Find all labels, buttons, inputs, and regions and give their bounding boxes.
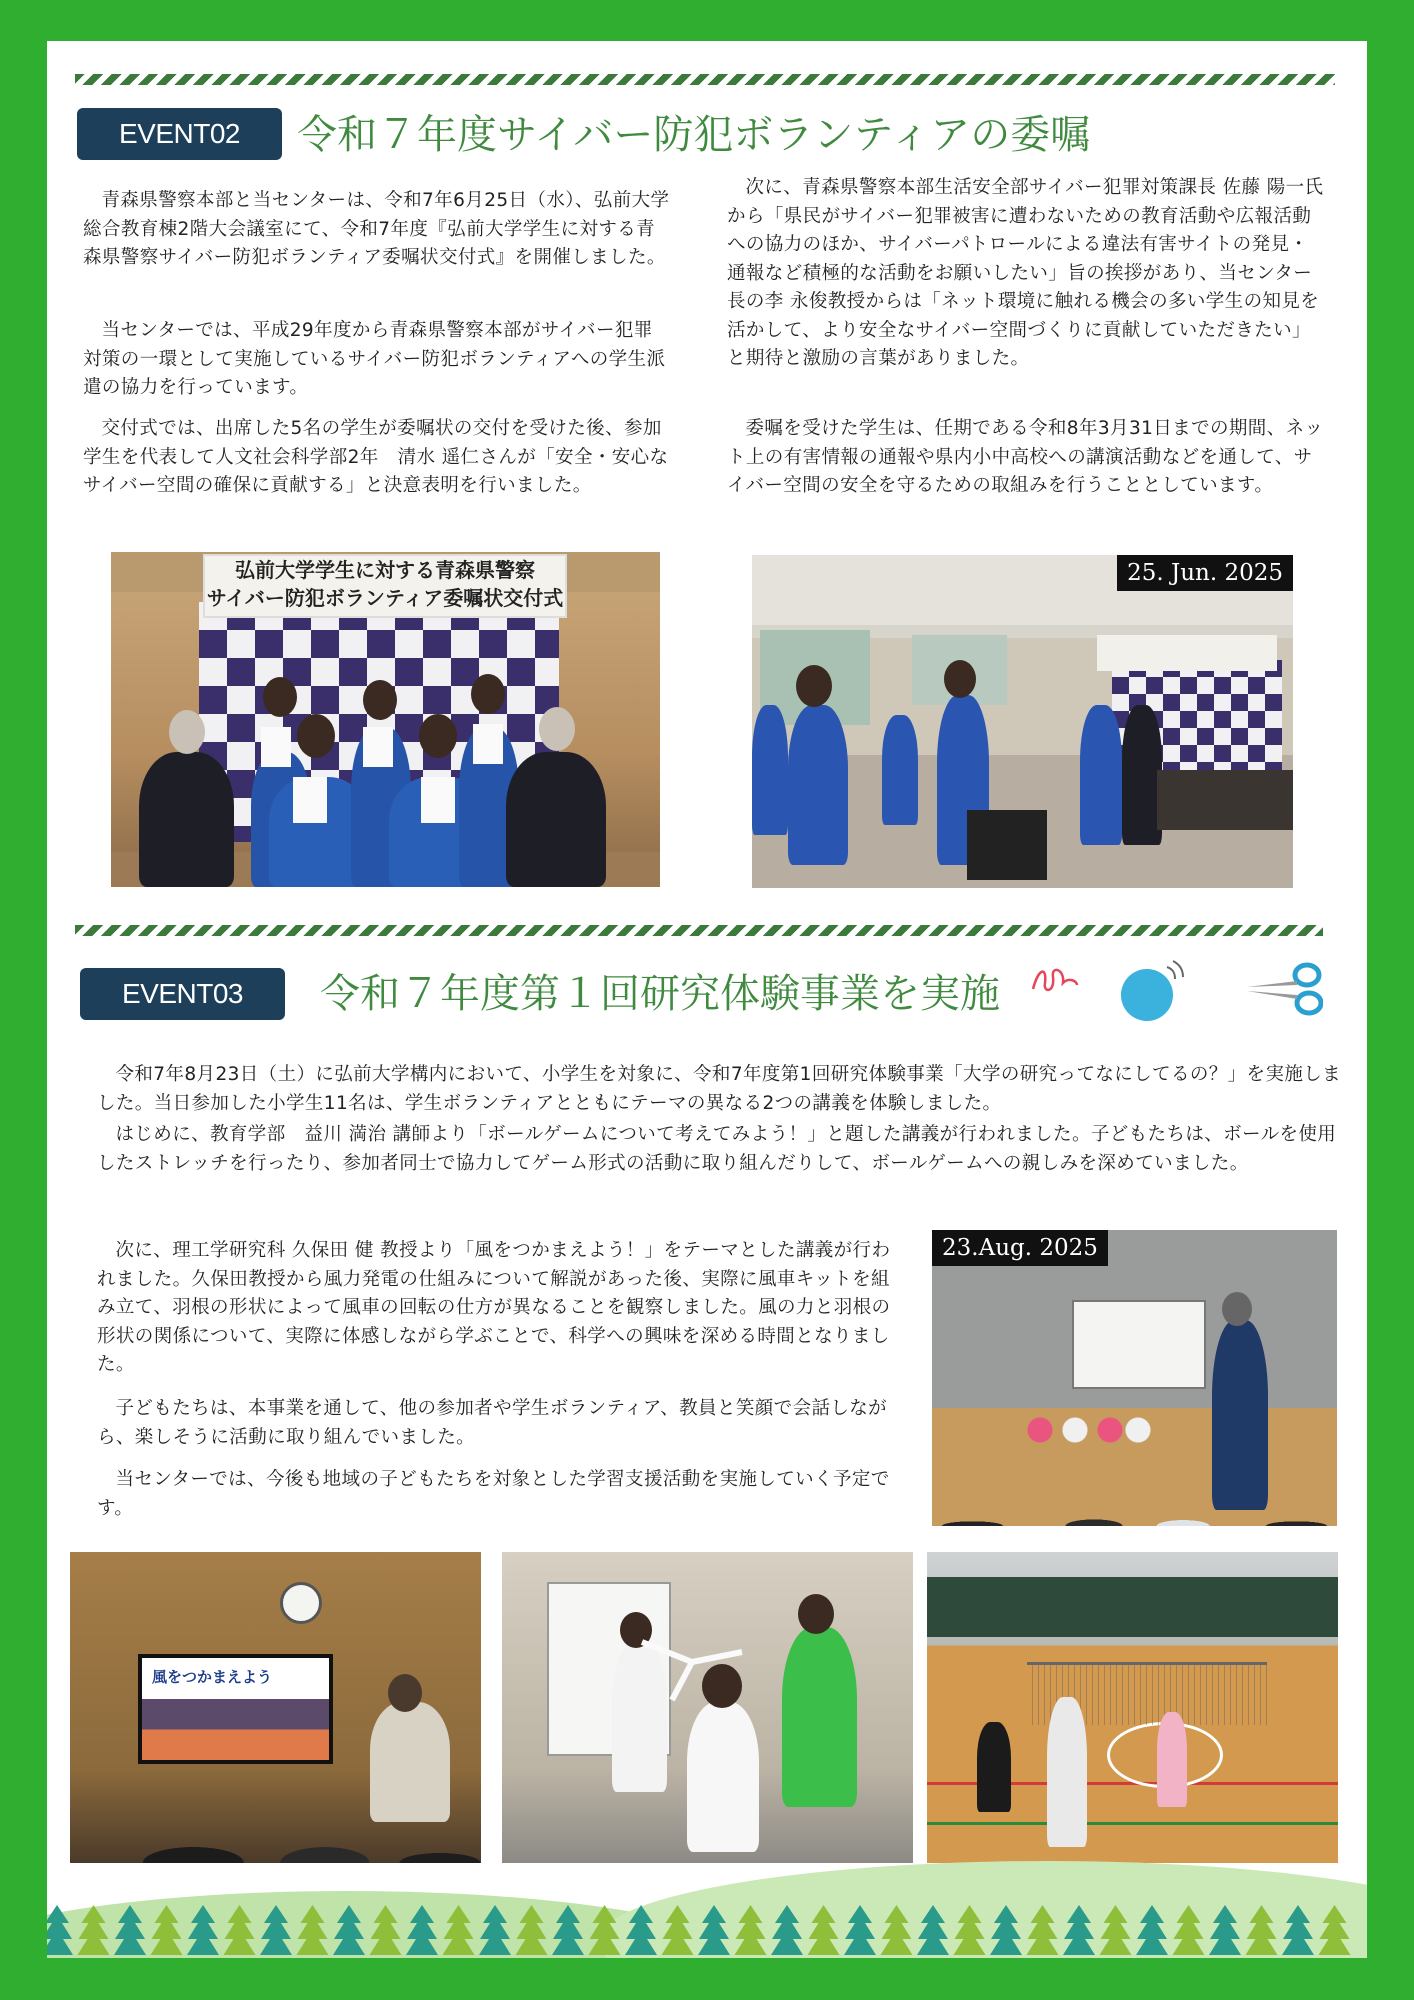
person-student [1080, 705, 1122, 845]
tree-icon [735, 1905, 767, 1955]
certificate [363, 727, 393, 767]
tree-icon [297, 1905, 329, 1955]
event03-windmill-photo [502, 1552, 913, 1863]
certificate [293, 777, 327, 823]
person-official-right [506, 752, 606, 887]
event02-paragraph-2: 当センターでは、平成29年度から青森県警察本部がサイバー犯罪対策の一環として実施しているサイバー防犯ボランティアへの学生派遣の協力を行っています。 [83, 320, 666, 398]
podium [1157, 770, 1293, 830]
person-student [752, 705, 788, 835]
event02-paragraph-5: 委嘱を受けた学生は、任期である令和8年3月31日までの期間、ネット上の有害情報の通報や県内小中高校への講演活動などを通して、サイバー空間の安全を守るための取組みを行うこととしています。 [727, 418, 1324, 496]
event03-intro-2: はじめに、教育学部 益川 満治 講師より「ボールゲームについて考えてみよう！」と題した講義が行われました。子どもたちは、ボールを使用したストレッチを行ったり、参加者同士で協力してゲーム形式の活動に取り組んだりして、ボールゲームへの親しみを深めていました。 [97, 1124, 1337, 1174]
tree-icon [1209, 1905, 1241, 1955]
person-head [1222, 1292, 1252, 1326]
event02-group-photo [111, 552, 660, 887]
event03-paragraph-2: 子どもたちは、本事業を通して、他の参加者や学生ボランティア、教員と笑顔で会話しながら、楽しそうに活動に取り組んでいました。 [97, 1398, 888, 1448]
person-student [788, 705, 848, 865]
yarn-ball-icon [1115, 957, 1187, 1023]
tree-icon [1027, 1905, 1059, 1955]
tree-icon [662, 1905, 694, 1955]
tree-icon [771, 1905, 803, 1955]
tree-icon [370, 1905, 402, 1955]
newsletter-sheet [47, 41, 1367, 1958]
person-head [363, 680, 397, 720]
tree-icon [443, 1905, 475, 1955]
ceremony-sign-line-1: 弘前大学学生に対する青森県警察 [235, 558, 535, 582]
tree-icon [808, 1905, 840, 1955]
tree-icon [151, 1905, 183, 1955]
event03-paragraph-3: 当センターでは、今後も地域の子どもたちを対象とした学習支援活動を実施していく予定です。 [97, 1469, 890, 1519]
event03-paragraph-1: 次に、理工学研究科 久保田 健 教授より「風をつかまえよう！」をテーマとした講義が行われました。久保田教授から風力発電の仕組みについて解説があった後、実際に風車キットを組み立て、羽根の形状によって風車の回転の仕方が異なることを観察しました。風の力と羽根の形状の関係について、実際に体感しながら学ぶことで、科学への興味を深める時間となりました。 [97, 1240, 891, 1375]
tree-row [47, 1901, 1367, 1958]
tree-icon [260, 1905, 292, 1955]
tree-icon [1100, 1905, 1132, 1955]
windmill-icon [632, 1622, 752, 1702]
event03-gym-game-photo [927, 1552, 1338, 1863]
person-official [1122, 705, 1162, 845]
ceremony-sign [203, 554, 567, 618]
tree-icon [1319, 1905, 1351, 1955]
person-head [169, 710, 205, 754]
tree-icon [625, 1905, 657, 1955]
wall-clock [280, 1582, 322, 1624]
tree-icon [917, 1905, 949, 1955]
event02-photo-date: 25. Jun. 2025 [1117, 555, 1293, 591]
backdrop-sign [1097, 635, 1277, 671]
tv-screen [138, 1654, 333, 1764]
tree-icon [589, 1905, 621, 1955]
tree-icon [552, 1905, 584, 1955]
event02-badge: EVENT02 [77, 108, 282, 160]
person-head [539, 707, 575, 751]
event02-paragraph-4: 次に、青森県警察本部生活安全部サイバー犯罪対策課長 佐藤 陽一氏から「県民がサイバー犯罪被害に遭わないための教育活動や広報活動への協力のほか、サイバーパトロールによる違法有害サイトの発見・通報など積極的な活動をお願いしたい」旨の挨拶があり、当センター長の李 永俊教授からは「ネット環境に触れる機会の多い学生の知見を活かして、より安全なサイバー空間づくりに貢献していただきたい」と期待と激励の言葉がありました。 [727, 177, 1324, 369]
ceremony-sign-line-2: サイバー防犯ボランティア委嘱状交付式 [206, 586, 564, 610]
gym-wall [927, 1577, 1338, 1637]
tree-icon [1136, 1905, 1168, 1955]
tree-icon [1246, 1905, 1278, 1955]
tree-icon [479, 1905, 511, 1955]
slide [142, 1658, 329, 1760]
tree-icon [406, 1905, 438, 1955]
tree-icon [698, 1905, 730, 1955]
tree-icon [881, 1905, 913, 1955]
tree-icon [224, 1905, 256, 1955]
person-head [796, 665, 832, 707]
tree-icon [333, 1905, 365, 1955]
person-head [388, 1674, 422, 1712]
event02-title: 令和７年度サイバー防犯ボランティアの委嘱 [297, 112, 1091, 158]
person-child [977, 1722, 1011, 1812]
slide-title: 風をつかまえよう [152, 1668, 273, 1686]
tree-icon [47, 1905, 73, 1955]
event02-ceremony-photo [752, 555, 1293, 888]
person-official-left [139, 752, 234, 887]
event02-paragraph-3: 交付式では、出席した5名の学生が委嘱状の交付を受けた後、参加学生を代表して人文社会科学部2年 清水 遥仁さんが「安全・安心なサイバー空間の確保に貢献する」と決意表明を行いました。 [83, 418, 669, 496]
certificate [473, 724, 503, 764]
event03-lecture-photo [70, 1552, 481, 1863]
person-head [419, 714, 457, 758]
person-volunteer [782, 1627, 857, 1807]
person-head [297, 714, 335, 758]
divider-stripe-middle [75, 925, 1323, 936]
person-child [687, 1702, 759, 1852]
tree-icon [187, 1905, 219, 1955]
person-student [882, 715, 918, 825]
person-head [798, 1594, 834, 1634]
court-line [927, 1822, 1338, 1825]
event03-intro-1: 令和7年8月23日（土）に弘前大学構内において、小学生を対象に、令和7年度第1回研究体験事業「大学の研究ってなにしてるの？」を実施しました。当日参加した小学生11名は、学生ボランティアとともにテーマの異なる2つの講義を体験しました。 [97, 1064, 1342, 1114]
event02-paragraph-1: 青森県警察本部と当センターは、令和7年6月25日（水）、弘前大学総合教育棟2階大会議室にて、令和7年度『弘前大学学生に対する青森県警察サイバー防犯ボランティア委嘱状交付式』を開催しました。 [83, 190, 670, 268]
tree-icon [1063, 1905, 1095, 1955]
tree-icon [1282, 1905, 1314, 1955]
tree-icon [114, 1905, 146, 1955]
person-child [1157, 1712, 1187, 1807]
ribbon-doodle-icon [1029, 963, 1081, 995]
certificate [261, 727, 291, 767]
seated-children [70, 1772, 481, 1863]
event03-title: 令和７年度第１回研究体験事業を実施 [320, 971, 1000, 1017]
tree-icon [78, 1905, 110, 1955]
whiteboard [1072, 1300, 1206, 1389]
tree-icon [516, 1905, 548, 1955]
divider-stripe-top [75, 74, 1335, 85]
ball-pile [1012, 1410, 1152, 1450]
seated-children [932, 1470, 1337, 1526]
tree-icon [954, 1905, 986, 1955]
tree-icon [844, 1905, 876, 1955]
event03-badge: EVENT03 [80, 968, 285, 1020]
person-adult [1047, 1697, 1087, 1847]
person-head [944, 660, 976, 698]
person-head [471, 674, 505, 714]
chair [967, 810, 1047, 880]
tree-icon [1173, 1905, 1205, 1955]
event03-photo-date: 23.Aug. 2025 [932, 1230, 1108, 1266]
scissors-icon [1243, 961, 1323, 1017]
certificate [421, 777, 455, 823]
person-head [263, 677, 297, 717]
tree-icon [990, 1905, 1022, 1955]
event03-gym-lecture-photo [932, 1230, 1337, 1526]
